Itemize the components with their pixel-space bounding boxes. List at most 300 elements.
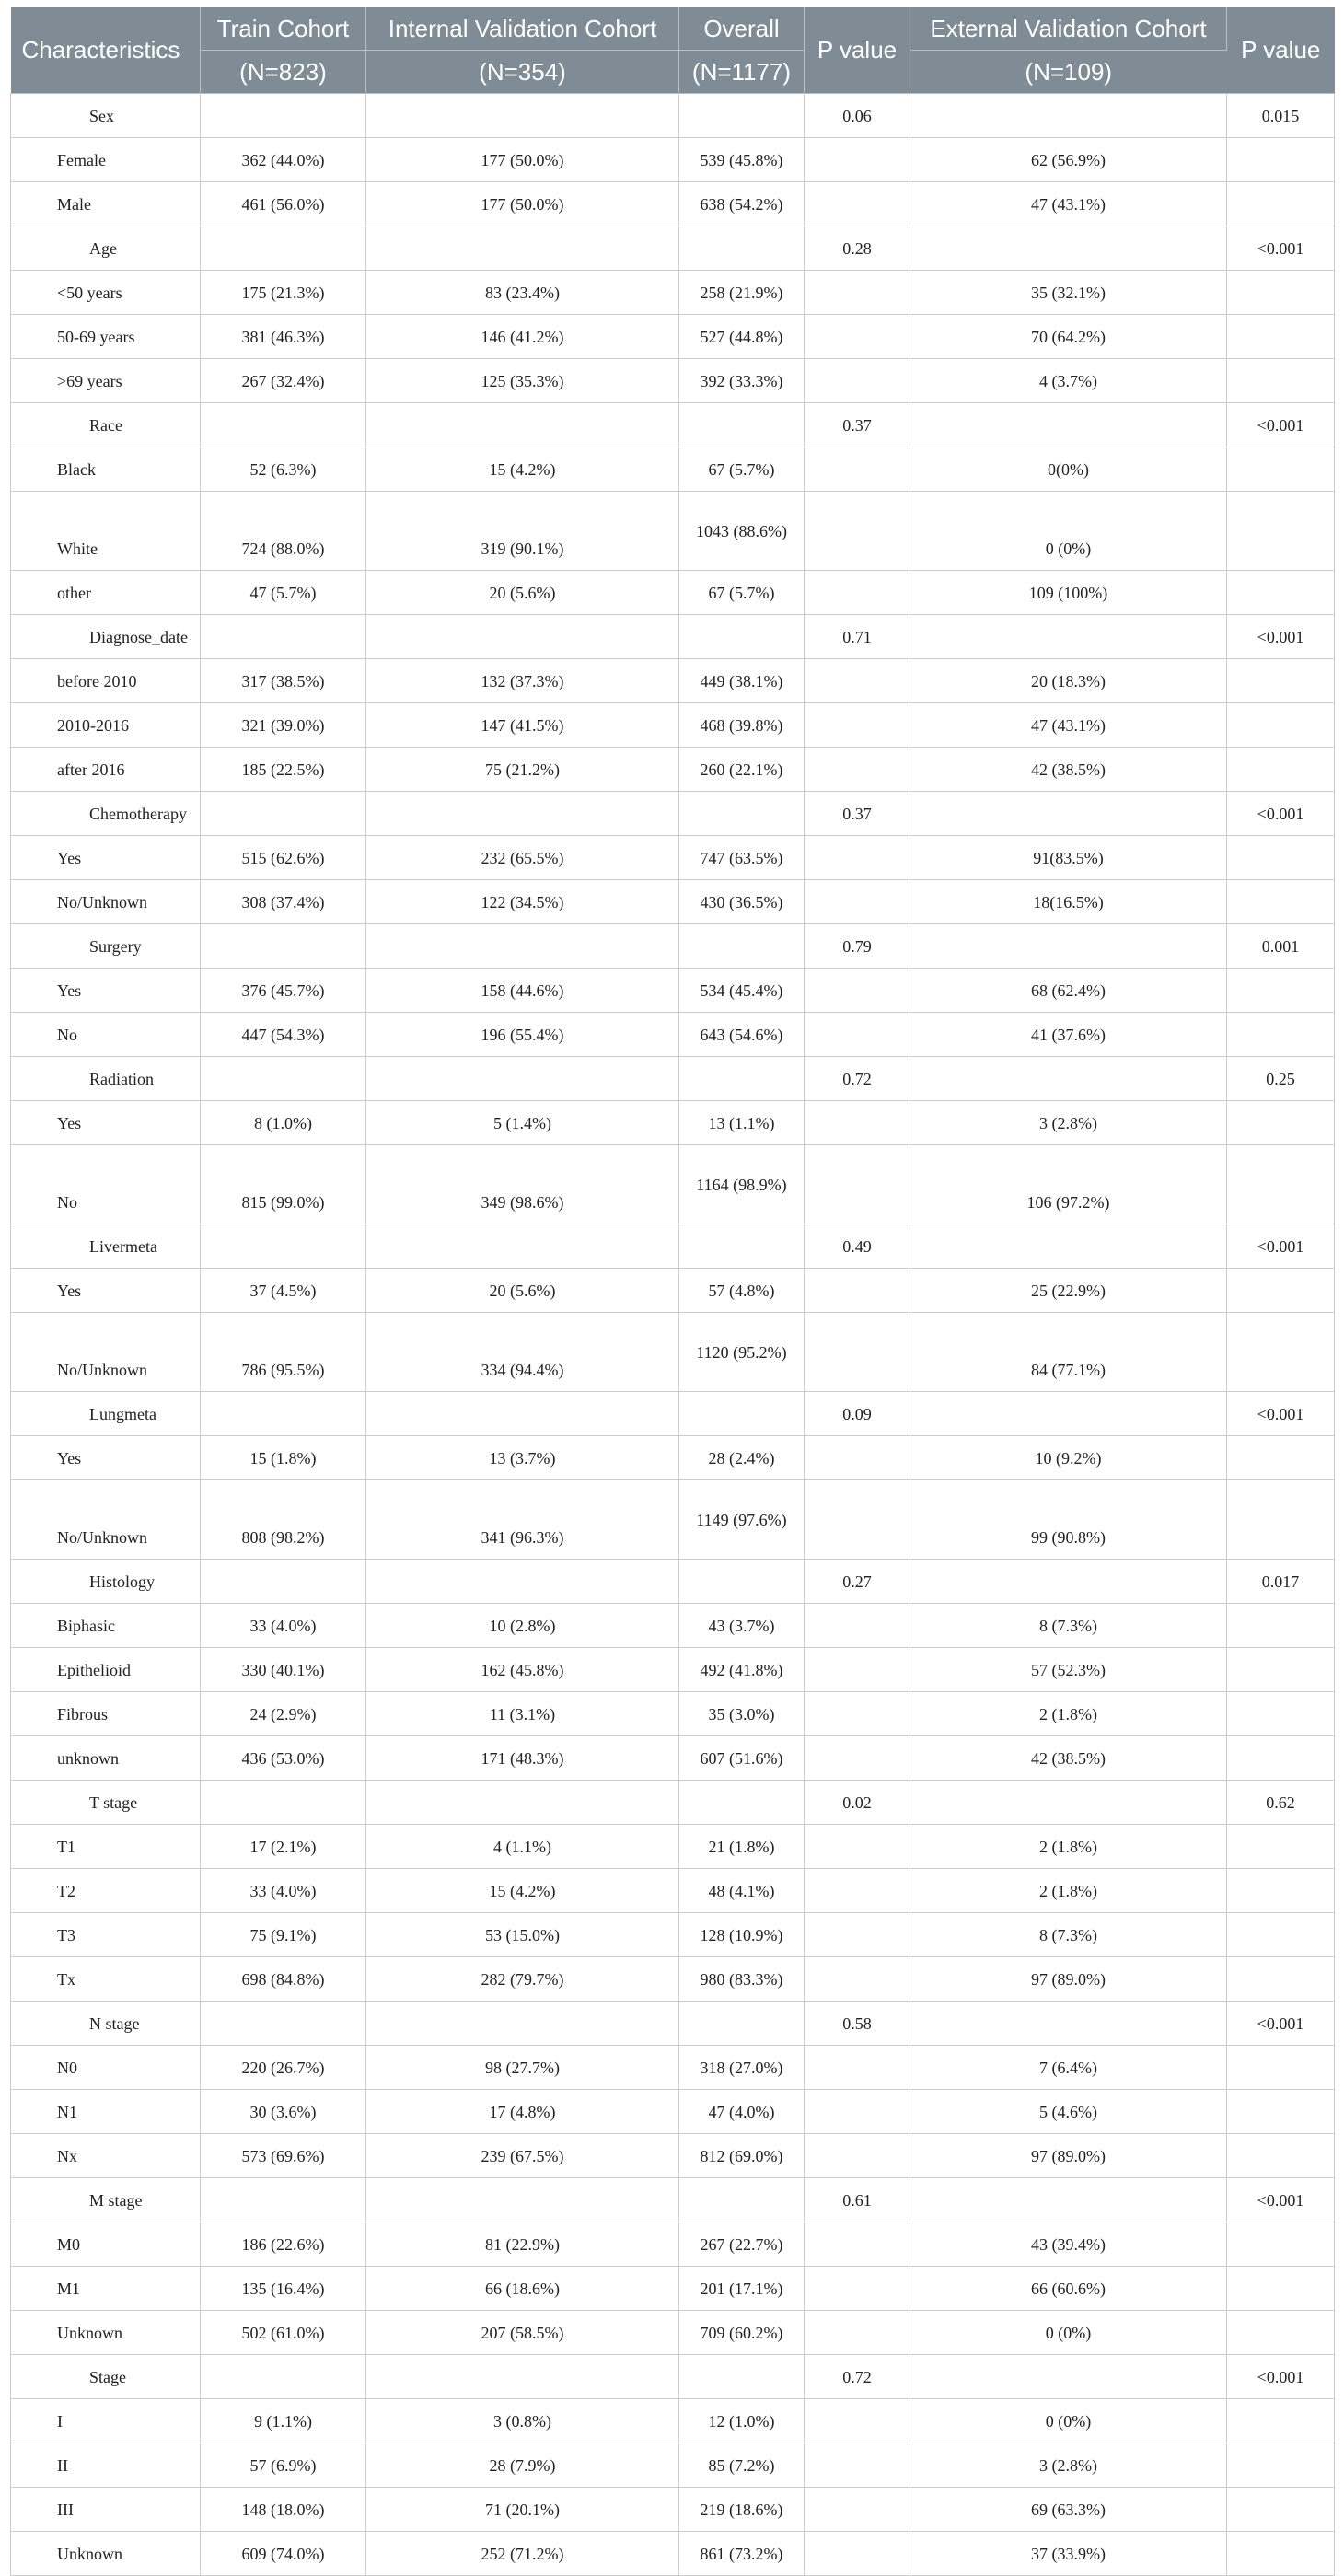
table-row [11, 1869, 1335, 1913]
cell-train: 321 (39.0%) [201, 703, 366, 748]
cell-overall: 534 (45.4%) [679, 969, 805, 1013]
cell-overall [679, 1781, 805, 1825]
cell-train: 185 (22.5%) [201, 748, 366, 792]
cell-external: 97 (89.0%) [910, 2134, 1227, 2178]
cell-p-value-2 [1227, 1269, 1335, 1313]
row-label: Yes [11, 1436, 201, 1480]
cell-internal: 20 (5.6%) [366, 571, 679, 615]
header-overall: Overall [679, 7, 805, 51]
cell-p-value-2 [1227, 1913, 1335, 1957]
cell-overall [679, 1057, 805, 1101]
row-label: Tx [11, 1957, 201, 2002]
cell-p-value-1 [805, 2267, 910, 2311]
cell-p-value-1: 0.71 [805, 615, 910, 659]
cell-internal: 334 (94.4%) [366, 1313, 679, 1392]
cell-overall: 43 (3.7%) [679, 1604, 805, 1648]
cell-external [910, 924, 1227, 969]
cell-external: 35 (32.1%) [910, 271, 1227, 315]
cell-p-value-1 [805, 2134, 910, 2178]
row-label: after 2016 [11, 748, 201, 792]
cell-train: 135 (16.4%) [201, 2267, 366, 2311]
cell-internal: 13 (3.7%) [366, 1436, 679, 1480]
cell-external: 70 (64.2%) [910, 315, 1227, 359]
row-label: N0 [11, 2046, 201, 2090]
cell-train: 447 (54.3%) [201, 1013, 366, 1057]
cell-external [910, 1224, 1227, 1269]
row-label: other [11, 571, 201, 615]
cell-train: 724 (88.0%) [201, 492, 366, 571]
row-label: T stage [11, 1781, 201, 1825]
cell-p-value-1 [805, 1145, 910, 1224]
row-label: Surgery [11, 924, 201, 969]
cell-p-value-1 [805, 1648, 910, 1692]
cell-overall: 318 (27.0%) [679, 2046, 805, 2090]
table-row [11, 880, 1335, 924]
cell-internal: 75 (21.2%) [366, 748, 679, 792]
row-label: Epithelioid [11, 1648, 201, 1692]
cell-overall: 67 (5.7%) [679, 447, 805, 492]
cell-p-value-2 [1227, 1101, 1335, 1145]
cell-p-value-1: 0.61 [805, 2178, 910, 2222]
cell-external: 106 (97.2%) [910, 1145, 1227, 1224]
table-row [11, 836, 1335, 880]
table-row [11, 2532, 1335, 2576]
cell-external: 66 (60.6%) [910, 2267, 1227, 2311]
category-row [11, 2002, 1335, 2046]
cell-train: 330 (40.1%) [201, 1648, 366, 1692]
row-label: Radiation [11, 1057, 201, 1101]
cell-internal: 207 (58.5%) [366, 2311, 679, 2355]
cell-internal: 147 (41.5%) [366, 703, 679, 748]
cell-p-value-2 [1227, 138, 1335, 182]
cell-train: 9 (1.1%) [201, 2399, 366, 2443]
cell-overall: 28 (2.4%) [679, 1436, 805, 1480]
cell-p-value-1 [805, 447, 910, 492]
row-label: III [11, 2488, 201, 2532]
cell-p-value-2: <0.001 [1227, 403, 1335, 447]
cell-internal: 162 (45.8%) [366, 1648, 679, 1692]
row-label: T2 [11, 1869, 201, 1913]
row-label: Fibrous [11, 1692, 201, 1736]
cell-external [910, 94, 1227, 138]
cell-overall: 13 (1.1%) [679, 1101, 805, 1145]
cell-overall: 47 (4.0%) [679, 2090, 805, 2134]
cell-external [910, 1392, 1227, 1436]
cell-train [201, 792, 366, 836]
cell-internal [366, 1781, 679, 1825]
cell-p-value-1 [805, 1604, 910, 1648]
cell-train: 47 (5.7%) [201, 571, 366, 615]
cell-p-value-2 [1227, 703, 1335, 748]
row-label: unknown [11, 1736, 201, 1781]
cell-p-value-2 [1227, 447, 1335, 492]
cell-p-value-2 [1227, 1825, 1335, 1869]
cell-p-value-1 [805, 2443, 910, 2488]
cell-train: 267 (32.4%) [201, 359, 366, 403]
cell-external: 69 (63.3%) [910, 2488, 1227, 2532]
row-label: Yes [11, 836, 201, 880]
cell-train [201, 403, 366, 447]
cell-internal: 5 (1.4%) [366, 1101, 679, 1145]
cell-overall [679, 1560, 805, 1604]
header-external: External Validation Cohort [910, 7, 1227, 51]
header-characteristics: Characteristics [11, 7, 201, 94]
cell-external [910, 1560, 1227, 1604]
cell-train [201, 226, 366, 271]
cell-p-value-2 [1227, 748, 1335, 792]
table-row [11, 2090, 1335, 2134]
cell-p-value-1 [805, 969, 910, 1013]
cell-p-value-2 [1227, 1480, 1335, 1560]
cell-train [201, 2002, 366, 2046]
category-row [11, 226, 1335, 271]
cell-external: 47 (43.1%) [910, 703, 1227, 748]
row-label: Unknown [11, 2311, 201, 2355]
cell-p-value-1: 0.28 [805, 226, 910, 271]
cell-train: 57 (6.9%) [201, 2443, 366, 2488]
row-label: M1 [11, 2267, 201, 2311]
row-label: White [11, 492, 201, 571]
table-row [11, 2443, 1335, 2488]
category-row [11, 1560, 1335, 1604]
cell-p-value-2 [1227, 2399, 1335, 2443]
cell-overall: 267 (22.7%) [679, 2222, 805, 2267]
header-internal-n: (N=354) [366, 51, 679, 94]
cell-p-value-2 [1227, 2532, 1335, 2576]
cell-overall: 449 (38.1%) [679, 659, 805, 703]
cell-p-value-2 [1227, 1436, 1335, 1480]
row-label: Yes [11, 1269, 201, 1313]
cell-p-value-1 [805, 1013, 910, 1057]
cell-external: 41 (37.6%) [910, 1013, 1227, 1057]
cell-internal: 66 (18.6%) [366, 2267, 679, 2311]
row-label: T3 [11, 1913, 201, 1957]
cell-train: 609 (74.0%) [201, 2532, 366, 2576]
cell-external: 2 (1.8%) [910, 1825, 1227, 1869]
table-row [11, 1436, 1335, 1480]
cell-train [201, 1392, 366, 1436]
cell-p-value-2 [1227, 659, 1335, 703]
cell-internal [366, 1224, 679, 1269]
header-p-value-2: P value [1227, 7, 1335, 94]
cell-train: 37 (4.5%) [201, 1269, 366, 1313]
category-row [11, 94, 1335, 138]
cell-overall: 747 (63.5%) [679, 836, 805, 880]
row-label: Female [11, 138, 201, 182]
row-label: Lungmeta [11, 1392, 201, 1436]
cell-external: 97 (89.0%) [910, 1957, 1227, 2002]
table-row [11, 2134, 1335, 2178]
table-row [11, 1692, 1335, 1736]
cell-external: 68 (62.4%) [910, 969, 1227, 1013]
cell-p-value-2 [1227, 1736, 1335, 1781]
category-row [11, 1781, 1335, 1825]
cell-train [201, 1224, 366, 1269]
cell-overall [679, 792, 805, 836]
cell-external [910, 792, 1227, 836]
cell-overall: 219 (18.6%) [679, 2488, 805, 2532]
cell-p-value-1 [805, 1869, 910, 1913]
table-row [11, 2222, 1335, 2267]
cell-internal [366, 2002, 679, 2046]
cell-p-value-2: <0.001 [1227, 2355, 1335, 2399]
cell-p-value-1 [805, 2090, 910, 2134]
cell-p-value-1 [805, 659, 910, 703]
table-row [11, 2267, 1335, 2311]
category-row [11, 792, 1335, 836]
cell-internal: 4 (1.1%) [366, 1825, 679, 1869]
cell-internal: 232 (65.5%) [366, 836, 679, 880]
cell-p-value-2 [1227, 1869, 1335, 1913]
cell-p-value-1 [805, 315, 910, 359]
cell-internal: 158 (44.6%) [366, 969, 679, 1013]
cell-overall: 48 (4.1%) [679, 1869, 805, 1913]
cell-p-value-1: 0.37 [805, 403, 910, 447]
cell-external: 0 (0%) [910, 2311, 1227, 2355]
cell-internal: 15 (4.2%) [366, 447, 679, 492]
cell-p-value-1 [805, 271, 910, 315]
row-label: Race [11, 403, 201, 447]
cell-external: 0 (0%) [910, 492, 1227, 571]
cell-overall: 201 (17.1%) [679, 2267, 805, 2311]
cell-p-value-1 [805, 182, 910, 226]
cell-external: 99 (90.8%) [910, 1480, 1227, 1560]
row-label: Biphasic [11, 1604, 201, 1648]
cell-internal: 239 (67.5%) [366, 2134, 679, 2178]
cell-train: 317 (38.5%) [201, 659, 366, 703]
cell-p-value-2: <0.001 [1227, 1392, 1335, 1436]
table-row [11, 1957, 1335, 2002]
table-row [11, 659, 1335, 703]
cell-external [910, 1781, 1227, 1825]
cell-train: 24 (2.9%) [201, 1692, 366, 1736]
row-label: M0 [11, 2222, 201, 2267]
cell-p-value-2 [1227, 2046, 1335, 2090]
cell-p-value-1 [805, 703, 910, 748]
cell-external: 84 (77.1%) [910, 1313, 1227, 1392]
row-label: Nx [11, 2134, 201, 2178]
cell-internal: 28 (7.9%) [366, 2443, 679, 2488]
cell-train: 75 (9.1%) [201, 1913, 366, 1957]
cell-internal: 15 (4.2%) [366, 1869, 679, 1913]
cell-p-value-1 [805, 2311, 910, 2355]
row-label: No [11, 1013, 201, 1057]
row-label: >69 years [11, 359, 201, 403]
cell-external: 10 (9.2%) [910, 1436, 1227, 1480]
row-label: before 2010 [11, 659, 201, 703]
cell-p-value-2 [1227, 1604, 1335, 1648]
cell-internal [366, 792, 679, 836]
table-row [11, 447, 1335, 492]
cell-p-value-1 [805, 1692, 910, 1736]
cell-internal: 83 (23.4%) [366, 271, 679, 315]
row-label: No [11, 1145, 201, 1224]
cell-p-value-1: 0.49 [805, 1224, 910, 1269]
cell-external: 0 (0%) [910, 2399, 1227, 2443]
cell-p-value-2 [1227, 315, 1335, 359]
cell-internal: 132 (37.3%) [366, 659, 679, 703]
table-row [11, 2399, 1335, 2443]
cell-external: 37 (33.9%) [910, 2532, 1227, 2576]
header-internal: Internal Validation Cohort [366, 7, 679, 51]
cell-train: 33 (4.0%) [201, 1869, 366, 1913]
cell-train: 461 (56.0%) [201, 182, 366, 226]
cell-external: 3 (2.8%) [910, 2443, 1227, 2488]
cell-external: 25 (22.9%) [910, 1269, 1227, 1313]
table-row [11, 748, 1335, 792]
cell-overall: 35 (3.0%) [679, 1692, 805, 1736]
row-label: No/Unknown [11, 880, 201, 924]
row-label: No/Unknown [11, 1480, 201, 1560]
cell-external: 43 (39.4%) [910, 2222, 1227, 2267]
cell-p-value-1 [805, 2222, 910, 2267]
cell-p-value-1 [805, 748, 910, 792]
table-row [11, 359, 1335, 403]
cell-train: 815 (99.0%) [201, 1145, 366, 1224]
cell-p-value-2 [1227, 2222, 1335, 2267]
cell-internal: 3 (0.8%) [366, 2399, 679, 2443]
cell-p-value-2: 0.017 [1227, 1560, 1335, 1604]
row-label: Chemotherapy [11, 792, 201, 836]
row-label: N1 [11, 2090, 201, 2134]
cell-p-value-1: 0.72 [805, 1057, 910, 1101]
cell-internal: 196 (55.4%) [366, 1013, 679, 1057]
cell-external: 0(0%) [910, 447, 1227, 492]
cell-p-value-1 [805, 2399, 910, 2443]
cell-internal [366, 1392, 679, 1436]
cell-p-value-2 [1227, 2443, 1335, 2488]
cell-overall: 85 (7.2%) [679, 2443, 805, 2488]
table-row [11, 1825, 1335, 1869]
row-label: II [11, 2443, 201, 2488]
cell-p-value-2 [1227, 969, 1335, 1013]
row-label: 2010-2016 [11, 703, 201, 748]
cell-external: 42 (38.5%) [910, 1736, 1227, 1781]
cell-overall: 638 (54.2%) [679, 182, 805, 226]
cell-train [201, 1057, 366, 1101]
cell-internal: 81 (22.9%) [366, 2222, 679, 2267]
cell-overall [679, 2355, 805, 2399]
cell-external: 57 (52.3%) [910, 1648, 1227, 1692]
cell-external [910, 2178, 1227, 2222]
row-label: I [11, 2399, 201, 2443]
cell-train: 376 (45.7%) [201, 969, 366, 1013]
cell-internal: 177 (50.0%) [366, 182, 679, 226]
table-row [11, 182, 1335, 226]
header-p-value-1: P value [805, 7, 910, 94]
cell-train: 220 (26.7%) [201, 2046, 366, 2090]
cell-train: 502 (61.0%) [201, 2311, 366, 2355]
cell-p-value-1: 0.37 [805, 792, 910, 836]
table-row [11, 1269, 1335, 1313]
table-header [11, 7, 1335, 94]
cell-overall [679, 1224, 805, 1269]
cell-p-value-1: 0.72 [805, 2355, 910, 2399]
cell-p-value-1 [805, 1480, 910, 1560]
cell-external [910, 2355, 1227, 2399]
cell-p-value-2 [1227, 359, 1335, 403]
cell-external: 109 (100%) [910, 571, 1227, 615]
cell-p-value-1 [805, 1913, 910, 1957]
cell-internal: 319 (90.1%) [366, 492, 679, 571]
cell-overall [679, 94, 805, 138]
cell-p-value-1 [805, 836, 910, 880]
cell-internal [366, 1057, 679, 1101]
cell-p-value-1 [805, 1269, 910, 1313]
table-row [11, 2046, 1335, 2090]
cell-p-value-1 [805, 2046, 910, 2090]
cell-p-value-2: <0.001 [1227, 226, 1335, 271]
cell-p-value-2 [1227, 571, 1335, 615]
cell-external: 4 (3.7%) [910, 359, 1227, 403]
table-row [11, 1913, 1335, 1957]
cell-train [201, 94, 366, 138]
cell-p-value-1 [805, 1436, 910, 1480]
row-label: Black [11, 447, 201, 492]
cell-external: 7 (6.4%) [910, 2046, 1227, 2090]
cell-internal [366, 94, 679, 138]
table-row [11, 1101, 1335, 1145]
cell-train: 436 (53.0%) [201, 1736, 366, 1781]
cell-internal: 349 (98.6%) [366, 1145, 679, 1224]
cell-p-value-2 [1227, 182, 1335, 226]
cell-internal: 10 (2.8%) [366, 1604, 679, 1648]
cell-train: 17 (2.1%) [201, 1825, 366, 1869]
cell-p-value-2: <0.001 [1227, 1224, 1335, 1269]
header-external-n: (N=109) [910, 51, 1227, 94]
row-label: N stage [11, 2002, 201, 2046]
cell-p-value-1 [805, 1825, 910, 1869]
cell-overall: 812 (69.0%) [679, 2134, 805, 2178]
cell-internal: 17 (4.8%) [366, 2090, 679, 2134]
row-label: Stage [11, 2355, 201, 2399]
cell-internal [366, 924, 679, 969]
cell-train: 381 (46.3%) [201, 315, 366, 359]
cell-external: 2 (1.8%) [910, 1869, 1227, 1913]
table-row [11, 315, 1335, 359]
cell-p-value-2 [1227, 271, 1335, 315]
cell-external: 91(83.5%) [910, 836, 1227, 880]
category-row [11, 1057, 1335, 1101]
category-row [11, 1224, 1335, 1269]
cell-train: 52 (6.3%) [201, 447, 366, 492]
cell-p-value-2 [1227, 1692, 1335, 1736]
cell-p-value-2: <0.001 [1227, 2002, 1335, 2046]
cell-overall: 1164 (98.9%) [679, 1145, 805, 1224]
cell-train: 148 (18.0%) [201, 2488, 366, 2532]
cell-overall: 709 (60.2%) [679, 2311, 805, 2355]
table-row [11, 492, 1335, 571]
cell-internal: 125 (35.3%) [366, 359, 679, 403]
cell-train [201, 2178, 366, 2222]
cell-internal [366, 1560, 679, 1604]
cell-train: 186 (22.6%) [201, 2222, 366, 2267]
row-label: Diagnose_date [11, 615, 201, 659]
cell-external [910, 403, 1227, 447]
cell-p-value-2: 0.25 [1227, 1057, 1335, 1101]
row-label: M stage [11, 2178, 201, 2222]
cell-external [910, 1057, 1227, 1101]
row-label: Yes [11, 1101, 201, 1145]
cell-p-value-1 [805, 138, 910, 182]
cell-overall: 861 (73.2%) [679, 2532, 805, 2576]
cell-overall [679, 1392, 805, 1436]
cell-p-value-2 [1227, 2488, 1335, 2532]
row-label: Male [11, 182, 201, 226]
category-row [11, 924, 1335, 969]
cell-internal: 146 (41.2%) [366, 315, 679, 359]
cell-internal [366, 403, 679, 447]
